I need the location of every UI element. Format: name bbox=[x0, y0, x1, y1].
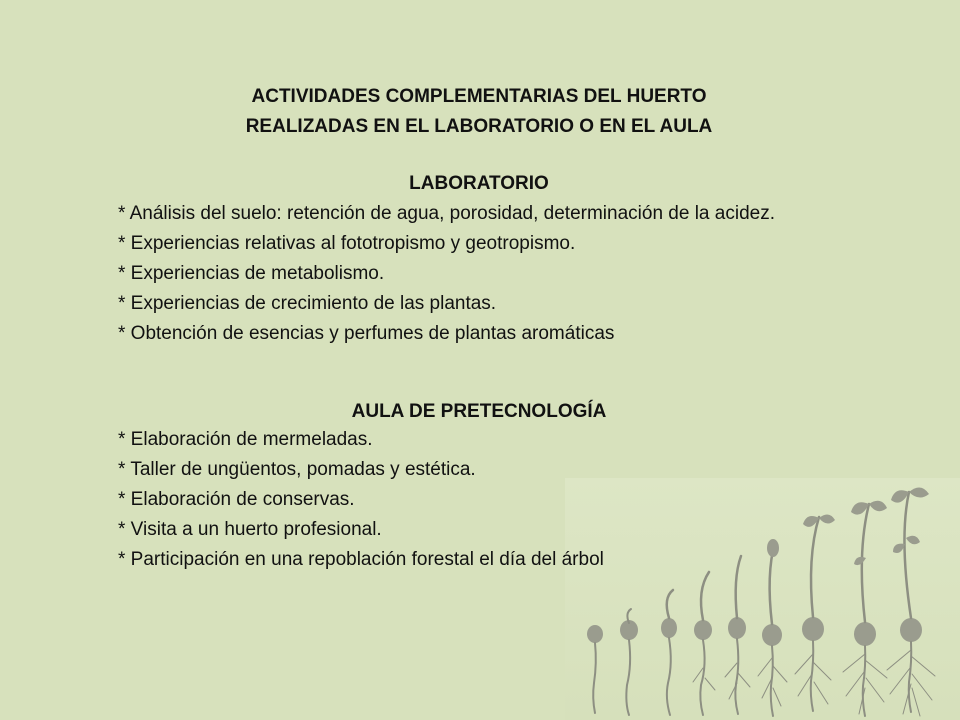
seedling-5 bbox=[725, 556, 750, 714]
list-item: * Elaboración de conservas. bbox=[118, 489, 355, 510]
section-heading-laboratorio: LABORATORIO bbox=[409, 173, 549, 194]
list-item: * Taller de ungüentos, pomadas y estética. bbox=[118, 459, 476, 480]
seedling-9 bbox=[887, 487, 935, 716]
list-item: * Análisis del suelo: retención de agua, porosidad, determinación de la acidez. bbox=[118, 203, 775, 224]
slide-title bbox=[118, 82, 840, 142]
title-line-1: ACTIVIDADES COMPLEMENTARIAS DEL HUERTO bbox=[251, 86, 707, 107]
list-item: * Elaboración de mermeladas. bbox=[118, 429, 373, 450]
list-item: * Experiencias de crecimiento de las plantas. bbox=[118, 293, 497, 314]
seedling-3 bbox=[661, 590, 677, 715]
list-item: * Experiencias de metabolismo. bbox=[118, 263, 385, 284]
list-item: * Experiencias relativas al fototropismo y geotropismo. bbox=[118, 233, 576, 254]
laboratorio-list bbox=[118, 199, 840, 349]
seedling-8 bbox=[843, 501, 887, 716]
aula-list bbox=[118, 425, 840, 575]
seedling-4 bbox=[693, 572, 715, 715]
section-heading-aula: AULA DE PRETECNOLOGÍA bbox=[351, 401, 607, 422]
seedling-2 bbox=[620, 609, 638, 715]
list-item: * Obtención de esencias y perfumes de plantas aromáticas bbox=[118, 323, 615, 344]
list-item: * Participación en una repoblación forestal el día del árbol bbox=[118, 549, 604, 570]
seedling-1 bbox=[587, 625, 603, 713]
title-line-2: REALIZADAS EN EL LABORATORIO O EN EL AULA bbox=[245, 116, 713, 137]
list-item: * Visita a un huerto profesional. bbox=[118, 519, 382, 540]
